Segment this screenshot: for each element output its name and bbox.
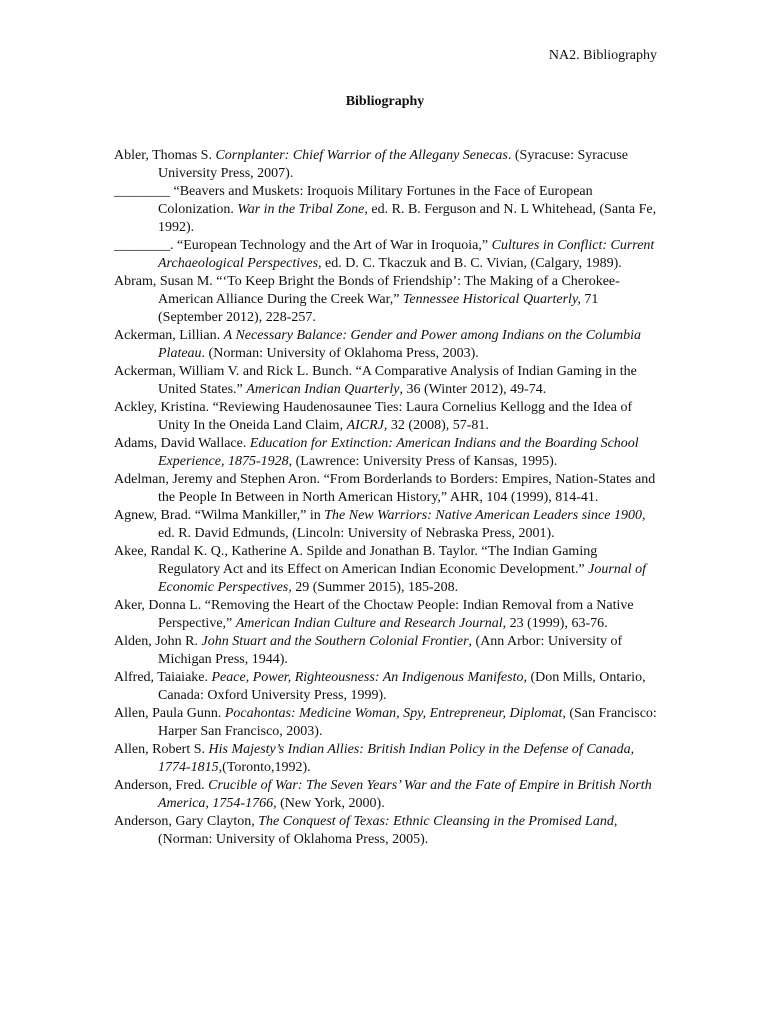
- entry-title-italic: American Indian Quarterly: [246, 382, 400, 397]
- entry-title-italic: American Indian Culture and Research Journal: [235, 616, 503, 631]
- entry-text: Anderson, Gary Clayton,: [114, 814, 259, 829]
- entry-text: , (Norman: University of Oklahoma Press, 2005).: [158, 814, 618, 847]
- entry-title-italic: Education for Extinction: American Indians and the Boarding School Experience, 1875-1928: [158, 436, 639, 469]
- bibliography-entry: [114, 543, 657, 597]
- bibliography-entry: [114, 507, 657, 543]
- entry-title-italic: Crucible of War: The Seven Years’ War and the Fate of Empire in British North America, 1754-1766: [158, 778, 652, 811]
- entry-title-italic: Tennessee Historical Quarterly,: [402, 292, 581, 307]
- entry-text: , 36 (Winter 2012), 49-74.: [399, 382, 547, 397]
- entry-title-italic: A Necessary Balance: Gender and Power among Indians on the Columbia Plateau: [158, 328, 641, 361]
- entry-text: , ed. R. B. Ferguson and N. L Whitehead, (Santa Fe, 1992).: [158, 202, 657, 235]
- entry-text: 29 (Summer 2015), 185-208.: [291, 580, 459, 595]
- running-head: NA2. Bibliography: [548, 48, 657, 63]
- entry-text: ,(Toronto,1992).: [218, 760, 311, 775]
- bibliography-entry: [114, 669, 657, 705]
- bibliography-entry: [114, 399, 657, 435]
- entry-text: Ackerman, William V. and Rick L. Bunch. “A Comparative Analysis of Indian Gaming in the United States.”: [114, 364, 637, 397]
- entry-text: Ackley, Kristina. “Reviewing Haudenosaunee Ties: Laura Cornelius Kellogg and the Idea of Unity In the Oneida Land Claim,: [114, 400, 633, 433]
- entry-text: 71 (September 2012), 228-257.: [158, 292, 599, 325]
- entry-text: Adelman, Jeremy and Stephen Aron. “From Borderlands to Borders: Empires, Nation-States and the People In Between in North American History,” AHR, 104 (1999), 814-41.: [114, 472, 656, 505]
- bibliography-entry: [114, 147, 657, 183]
- entry-text: Aker, Donna L. “Removing the Heart of the Choctaw People: Indian Removal from a Native Perspective,”: [114, 598, 634, 631]
- entry-text: , (Ann Arbor: University of Michigan Press, 1944).: [158, 634, 623, 667]
- entry-text: Abler, Thomas S.: [114, 148, 216, 163]
- bibliography-entry: [114, 471, 657, 507]
- bibliography-entry: [114, 633, 657, 669]
- entry-title-italic: John Stuart and the Southern Colonial Frontier: [201, 634, 469, 649]
- entry-title-italic: Pocahontas: Medicine Woman, Spy, Entrepreneur, Diplomat: [224, 706, 563, 721]
- entry-title-italic: The Conquest of Texas: Ethnic Cleansing in the Promised Land: [258, 814, 614, 829]
- entry-text: ________ “Beavers and Muskets: Iroquois Military Fortunes in the Face of European Colonization.: [114, 184, 593, 217]
- entry-title-italic: The New Warriors: Native American Leaders since 1900,: [324, 508, 646, 523]
- entry-text: , (New York, 2000).: [273, 796, 385, 811]
- entry-text: ed. D. C. Tkaczuk and B. C. Vivian, (Calgary, 1989).: [321, 256, 622, 271]
- entry-text: Abram, Susan M. “‘To Keep Bright the Bonds of Friendship’: The Making of a Cherokee-American Alliance During the Creek War,”: [114, 274, 620, 307]
- entry-title-italic: War in the Tribal Zone: [237, 202, 365, 217]
- entry-title-italic: Journal of Economic Perspectives,: [158, 562, 647, 595]
- entry-text: , 23 (1999), 63-76.: [502, 616, 608, 631]
- entry-text: Agnew, Brad. “Wilma Mankiller,” in: [114, 508, 325, 523]
- entry-text: , (Don Mills, Ontario, Canada: Oxford University Press, 1999).: [158, 670, 646, 703]
- entry-text: , (Lawrence: University Press of Kansas, 1995).: [288, 454, 558, 469]
- bibliography-entry: [114, 327, 657, 363]
- bibliography-entry: [114, 183, 657, 237]
- bibliography-list: [114, 147, 657, 849]
- entry-text: Anderson, Fred.: [114, 778, 209, 793]
- entry-text: ________. “European Technology and the Art of War in Iroquoia,”: [114, 238, 492, 253]
- bibliography-entry: [114, 273, 657, 327]
- entry-text: Alfred, Taiaiake.: [114, 670, 212, 685]
- bibliography-entry: [114, 597, 657, 633]
- entry-title-italic: AICRJ,: [346, 418, 388, 433]
- bibliography-entry: [114, 435, 657, 471]
- bibliography-entry: [114, 363, 657, 399]
- bibliography-entry: [114, 705, 657, 741]
- entry-text: . (Syracuse: Syracuse University Press, 2007).: [158, 148, 629, 181]
- entry-title-italic: Peace, Power, Righteousness: An Indigenous Manifesto: [211, 670, 524, 685]
- bibliography-entry: [114, 813, 657, 849]
- entry-text: Akee, Randal K. Q., Katherine A. Spilde and Jonathan B. Taylor. “The Indian Gaming Regulatory Act and its Effect on American Indian Economic Development.”: [114, 544, 598, 577]
- page-title: Bibliography: [345, 94, 425, 109]
- bibliography-entry: [114, 741, 657, 777]
- entry-text: 32 (2008), 57-81.: [387, 418, 489, 433]
- entry-title-italic: Cornplanter: Chief Warrior of the Allegany Senecas: [215, 148, 508, 163]
- bibliography-entry: [114, 237, 657, 273]
- entry-text: Ackerman, Lillian.: [114, 328, 224, 343]
- entry-text: , (San Francisco: Harper San Francisco, 2003).: [158, 706, 657, 739]
- entry-title-italic: Cultures in Conflict: Current Archaeological Perspectives,: [158, 238, 655, 271]
- entry-text: ed. R. David Edmunds, (Lincoln: University of Nebraska Press, 2001).: [158, 526, 555, 541]
- entry-text: Alden, John R.: [114, 634, 202, 649]
- entry-text: Adams, David Wallace.: [114, 436, 250, 451]
- entry-text: Allen, Paula Gunn.: [114, 706, 225, 721]
- entry-text: . (Norman: University of Oklahoma Press, 2003).: [201, 346, 479, 361]
- entry-title-italic: His Majesty’s Indian Allies: British Indian Policy in the Defense of Canada, 1774-1815: [158, 742, 635, 775]
- entry-text: Allen, Robert S.: [114, 742, 209, 757]
- bibliography-entry: [114, 777, 657, 813]
